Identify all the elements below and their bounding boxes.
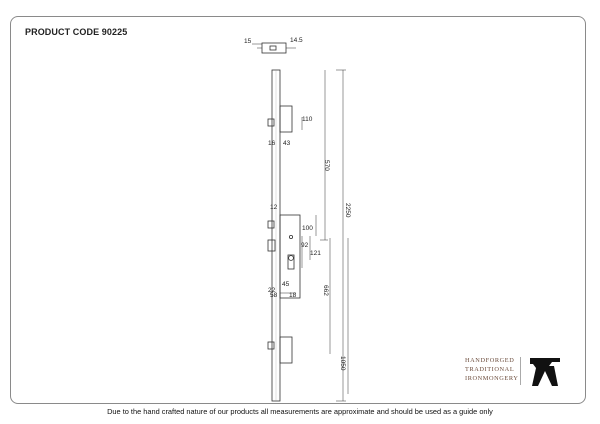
latch bbox=[268, 221, 274, 228]
dim-22: 22 bbox=[268, 287, 276, 294]
cylinder-top bbox=[289, 256, 294, 261]
upper-bolt bbox=[268, 119, 274, 126]
dim-16: 16 bbox=[268, 140, 276, 147]
dim-662: 662 bbox=[322, 285, 329, 296]
dim-58: 58 bbox=[270, 292, 278, 299]
dim-14-5: 14.5 bbox=[290, 37, 303, 44]
dim-1050: 1050 bbox=[339, 356, 346, 371]
brand-line-3: IRONMONGERY bbox=[465, 375, 519, 382]
spindle-hole bbox=[289, 235, 292, 238]
dim-570: 570 bbox=[323, 160, 330, 171]
brand-line-2: TRADITIONAL bbox=[465, 366, 515, 373]
brand-divider bbox=[520, 357, 521, 385]
dim-45: 45 bbox=[282, 281, 290, 288]
dim-100: 100 bbox=[302, 225, 313, 232]
dim-121: 121 bbox=[310, 250, 321, 257]
dim-43: 43 bbox=[283, 140, 291, 147]
dim-110: 110 bbox=[302, 116, 313, 123]
dim-18: 18 bbox=[289, 292, 297, 299]
product-code: PRODUCT CODE 90225 bbox=[25, 27, 128, 37]
brand-line-1: HANDFORGED bbox=[465, 357, 515, 364]
deadbolt bbox=[268, 240, 275, 251]
dim-2250: 2250 bbox=[344, 203, 351, 218]
end-view-body bbox=[262, 43, 286, 53]
lower-bolt bbox=[268, 342, 274, 349]
dim-15: 15 bbox=[244, 38, 252, 45]
upper-bolt-case bbox=[280, 106, 292, 132]
brand-text bbox=[465, 356, 533, 383]
anvil-logo-icon bbox=[528, 356, 562, 388]
dim-12: 12 bbox=[270, 204, 278, 211]
end-view-tab bbox=[270, 46, 276, 50]
dim-92: 92 bbox=[301, 242, 309, 249]
disclaimer-footer: Due to the hand crafted nature of our products all measurements are approximate and should be used as a guide only bbox=[107, 407, 493, 416]
lower-bolt-case bbox=[280, 337, 292, 363]
